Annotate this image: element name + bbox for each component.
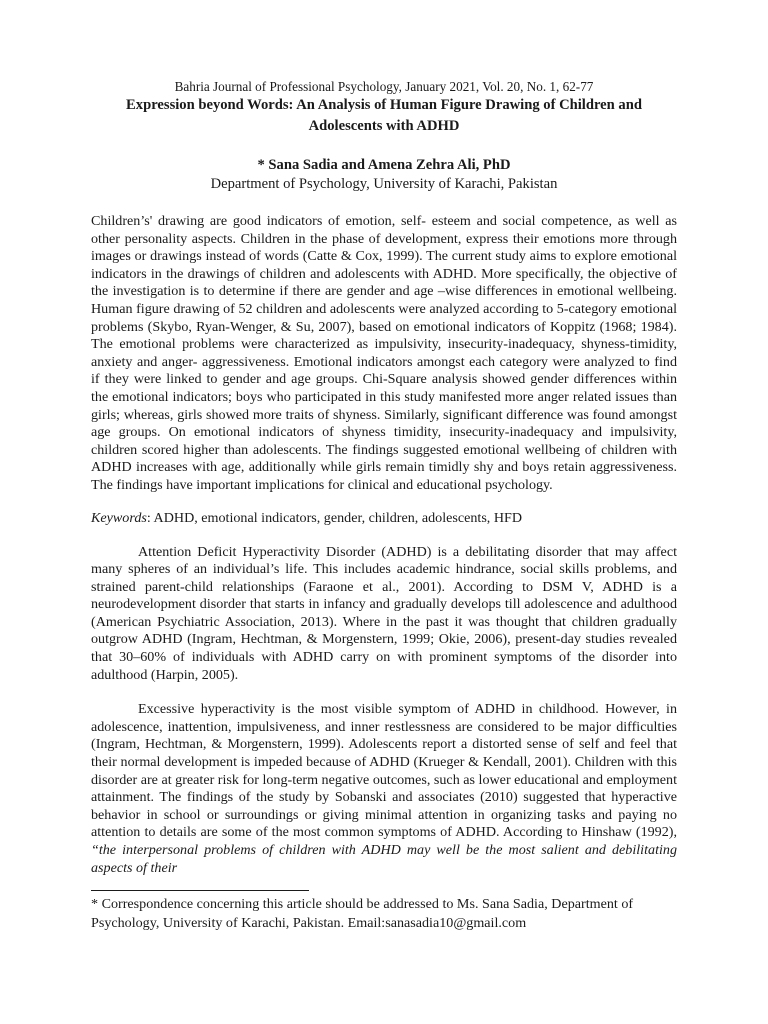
correspondence-footnote: * Correspondence concerning this article should be addressed to Ms. Sana Sadia, Department of Psychology, University of Karachi, Pakistan. Email:sanasadia10@gmail.com	[91, 896, 634, 932]
paper-page	[91, 78, 677, 933]
paper-title	[91, 95, 677, 137]
keywords-separator: :	[146, 509, 154, 526]
keywords-line	[91, 509, 677, 527]
paper-title-line2: Adolescents with ADHD	[308, 118, 460, 134]
body-paragraph-2-quote: “the interpersonal problems of children with ADHD may well be the most salient and debilitating aspects of their	[91, 842, 677, 876]
author-list: * Sana Sadia and Amena Zehra Ali, PhD	[257, 157, 511, 173]
author-affiliation: Department of Psychology, University of Karachi, Pakistan	[210, 176, 558, 192]
body-paragraph-1: Attention Deficit Hyperactivity Disorder (ADHD) is a debilitating disorder that may affect many spheres of an individual’s life. This includes academic hindrance, social skills problems, and strained parent-child relationships (Faraone et al., 2001). According to DSM V, ADHD is a neurodevelopment disorder that starts in infancy and gradually develops till adolescence and adulthood (American Psychiatric Association, 2013). Where in the past it was thought that children gradually outgrow ADHD (Ingram, Hechtman, & Morgenstern, 1999; Okie, 2006), present-day studies revealed that 30–60% of individuals with ADHD carry on with prominent symptoms of the disorder into adulthood (Harpin, 2005).	[91, 543, 677, 683]
body-paragraph-2-text: Excessive hyperactivity is the most visible symptom of ADHD in childhood. However, in adolescence, inattention, impulsiveness, and inner restlessness are considered to be major difficulties (Ingram, Hechtman, & Morgenstern, 1999). Adolescents report a distorted sense of self and feel that their normal development is impeded because of ADHD (Krueger & Kendall, 2001). Children with this disorder are at greater risk for long-term negative outcomes, such as lower educational and employment attainment. The findings of the study by Sobanski and associates (2010) suggested that hyperactive behavior in school or surroundings or giving minimal attention in organizing tasks and paying no attention to details are some of the most common symptoms of ADHD. According to Hinshaw (1992),	[91, 701, 677, 841]
keywords-text: ADHD, emotional indicators, gender, children, adolescents, HFD	[153, 509, 523, 526]
footnote-divider	[91, 890, 309, 891]
paper-title-line1: Expression beyond Words: An Analysis of Human Figure Drawing of Children and	[126, 97, 642, 113]
keywords-label: Keywords	[91, 509, 147, 526]
journal-citation: Bahria Journal of Professional Psychology, January 2021, Vol. 20, No. 1, 62-77	[174, 79, 594, 94]
abstract-text: Children’s' drawing are good indicators of emotion, self- esteem and social competence, as well as other personality aspects. Children in the phase of development, express their emotions more through images or drawings instead of words (Catte & Cox, 1999). The current study aims to explore emotional indicators in the drawings of children and adolescents with ADHD. More specifically, the objective of the investigation is to determine if there are gender and age –wise differences in emotional wellbeing. Human figure drawing of 52 children and adolescents were analyzed according to 5-category emotional problems (Skybo, Ryan-Wenger, & Su, 2007), based on emotional indicators of Koppitz (1968; 1984). The emotional problems were characterized as impulsivity, insecurity-inadequacy, shyness-timidity, anxiety and anger- aggressiveness. Emotional indicators amongst each category were analyzed to find if they were linked to gender and age groups. Chi-Square analysis showed gender differences within the emotional indicators; boys who participated in this study manifested more anger related issues than girls; whereas, girls showed more traits of shyness. Similarly, significant difference was found amongst age groups. On emotional indicators of shyness timidity, insecurity-inadequacy and impulsivity, children scored higher than adolescents. The findings suggested emotional wellbeing of children with ADHD increases with age, additionally while girls remain timidly shy and boys retain aggressiveness. The findings have important implications for clinical and educational psychology.	[91, 213, 677, 493]
body-paragraph-2	[91, 701, 677, 877]
